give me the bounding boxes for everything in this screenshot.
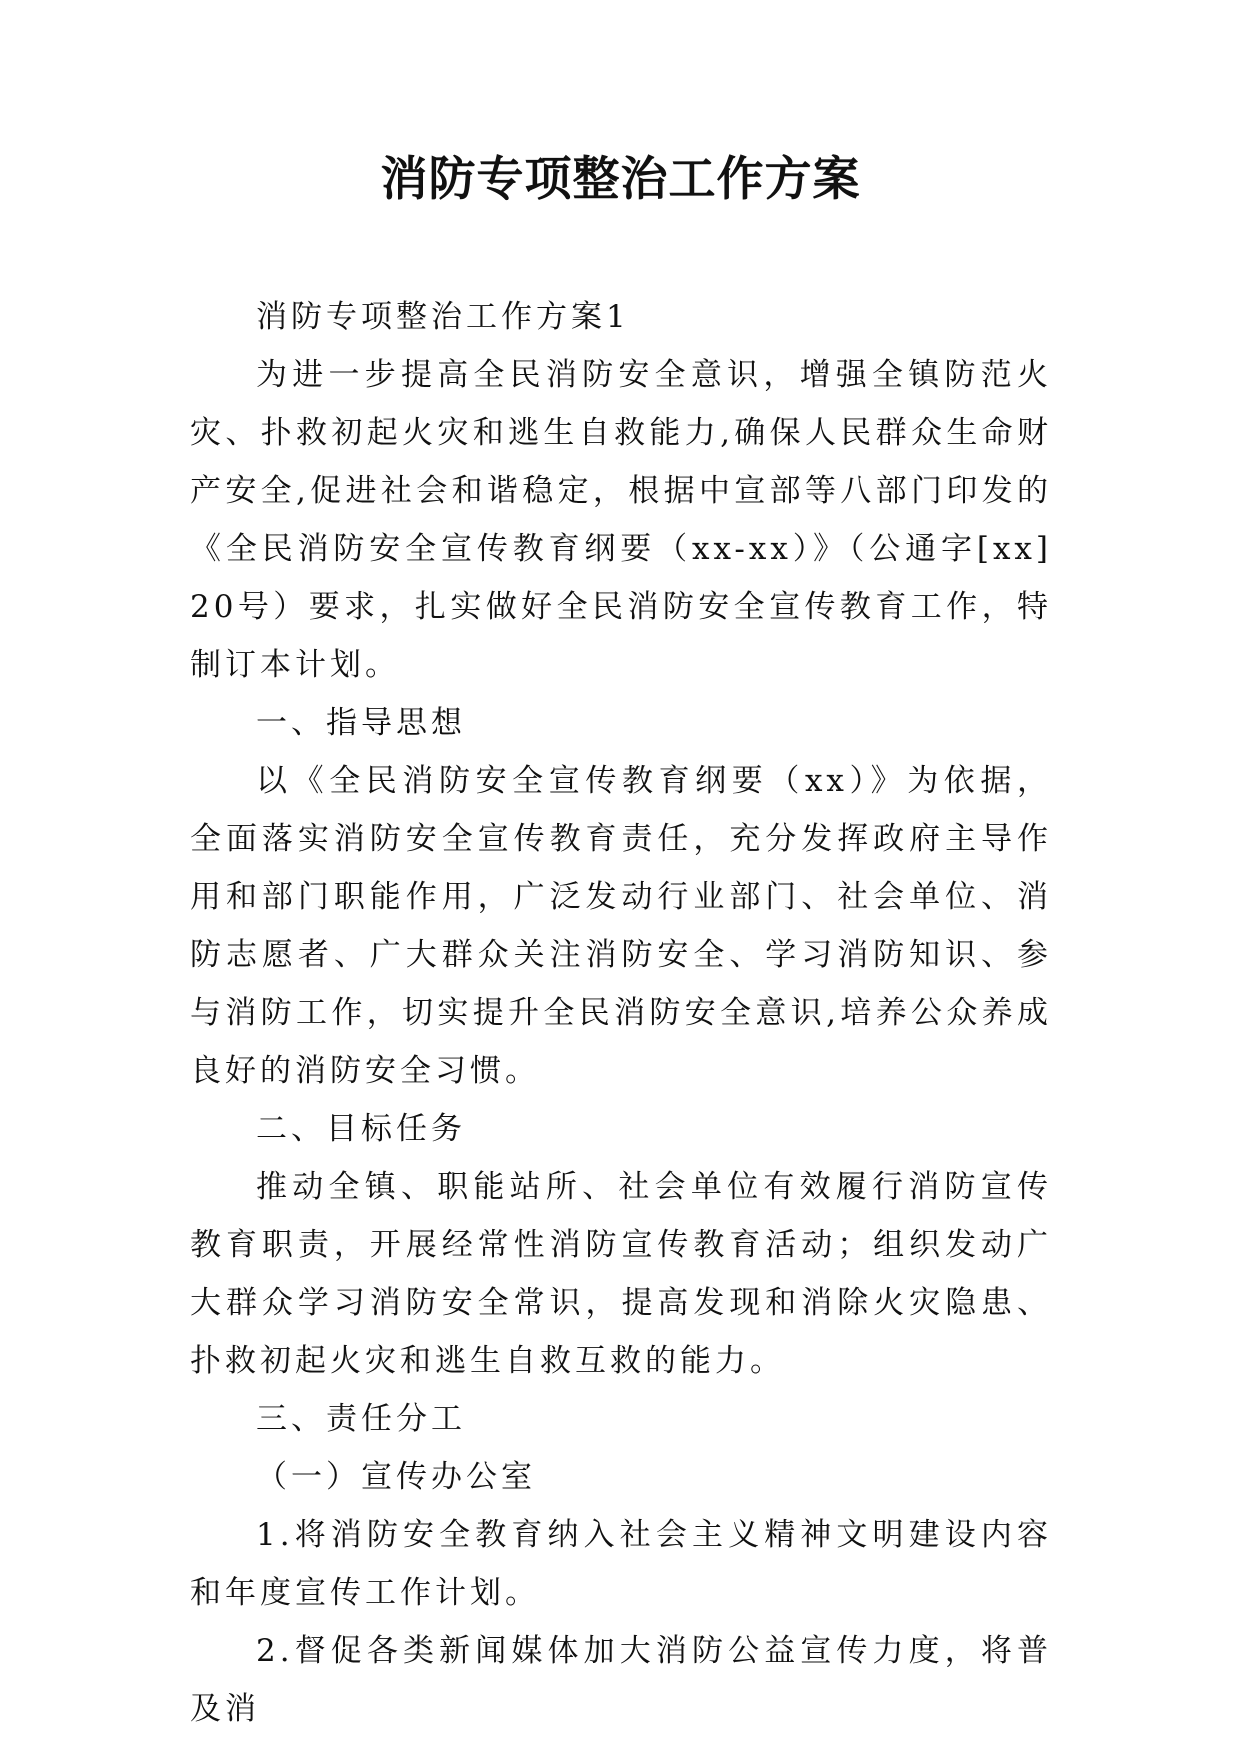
intro-paragraph: 为进一步提高全民消防安全意识，增强全镇防范火灾、扑救初起火灾和逃生自救能力,确保人民群众生命财产安全,促进社会和谐稳定，根据中宣部等八部门印发的《全民消防安全宣传教育纲要（xx-xx）》（公通字[xx]20号）要求，扎实做好全民消防安全宣传教育工作，特制订本计划。 bbox=[190, 357, 1052, 683]
section-heading-guiding-thought: 一、指导思想 bbox=[256, 705, 466, 741]
document-body bbox=[190, 288, 1052, 1738]
goals-paragraph: 推动全镇、职能站所、社会单位有效履行消防宣传教育职责，开展经常性消防宣传教育活动；组织发动广大群众学习消防安全常识，提高发现和消除火灾隐患、扑救初起火灾和逃生自救互救的能力。 bbox=[190, 1169, 1052, 1379]
list-item-1: 1.将消防安全教育纳入社会主义精神文明建设内容和年度宣传工作计划。 bbox=[190, 1517, 1052, 1611]
guiding-thought-paragraph: 以《全民消防安全宣传教育纲要（xx）》为依据，全面落实消防安全宣传教育责任，充分发挥政府主导作用和部门职能作用，广泛发动行业部门、社会单位、消防志愿者、广大群众关注消防安全、学习消防知识、参与消防工作，切实提升全民消防安全意识,培养公众养成良好的消防安全习惯。 bbox=[190, 763, 1052, 1089]
section-heading-goals: 二、目标任务 bbox=[256, 1111, 466, 1147]
plan-heading: 消防专项整治工作方案1 bbox=[256, 299, 630, 335]
document-title: 消防专项整治工作方案 bbox=[380, 152, 861, 207]
list-item-2: 2.督促各类新闻媒体加大消防公益宣传力度，将普及消 bbox=[190, 1633, 1052, 1727]
section-heading-responsibilities: 三、责任分工 bbox=[256, 1401, 466, 1437]
subsection-heading-publicity-office: （一）宣传办公室 bbox=[256, 1459, 536, 1495]
